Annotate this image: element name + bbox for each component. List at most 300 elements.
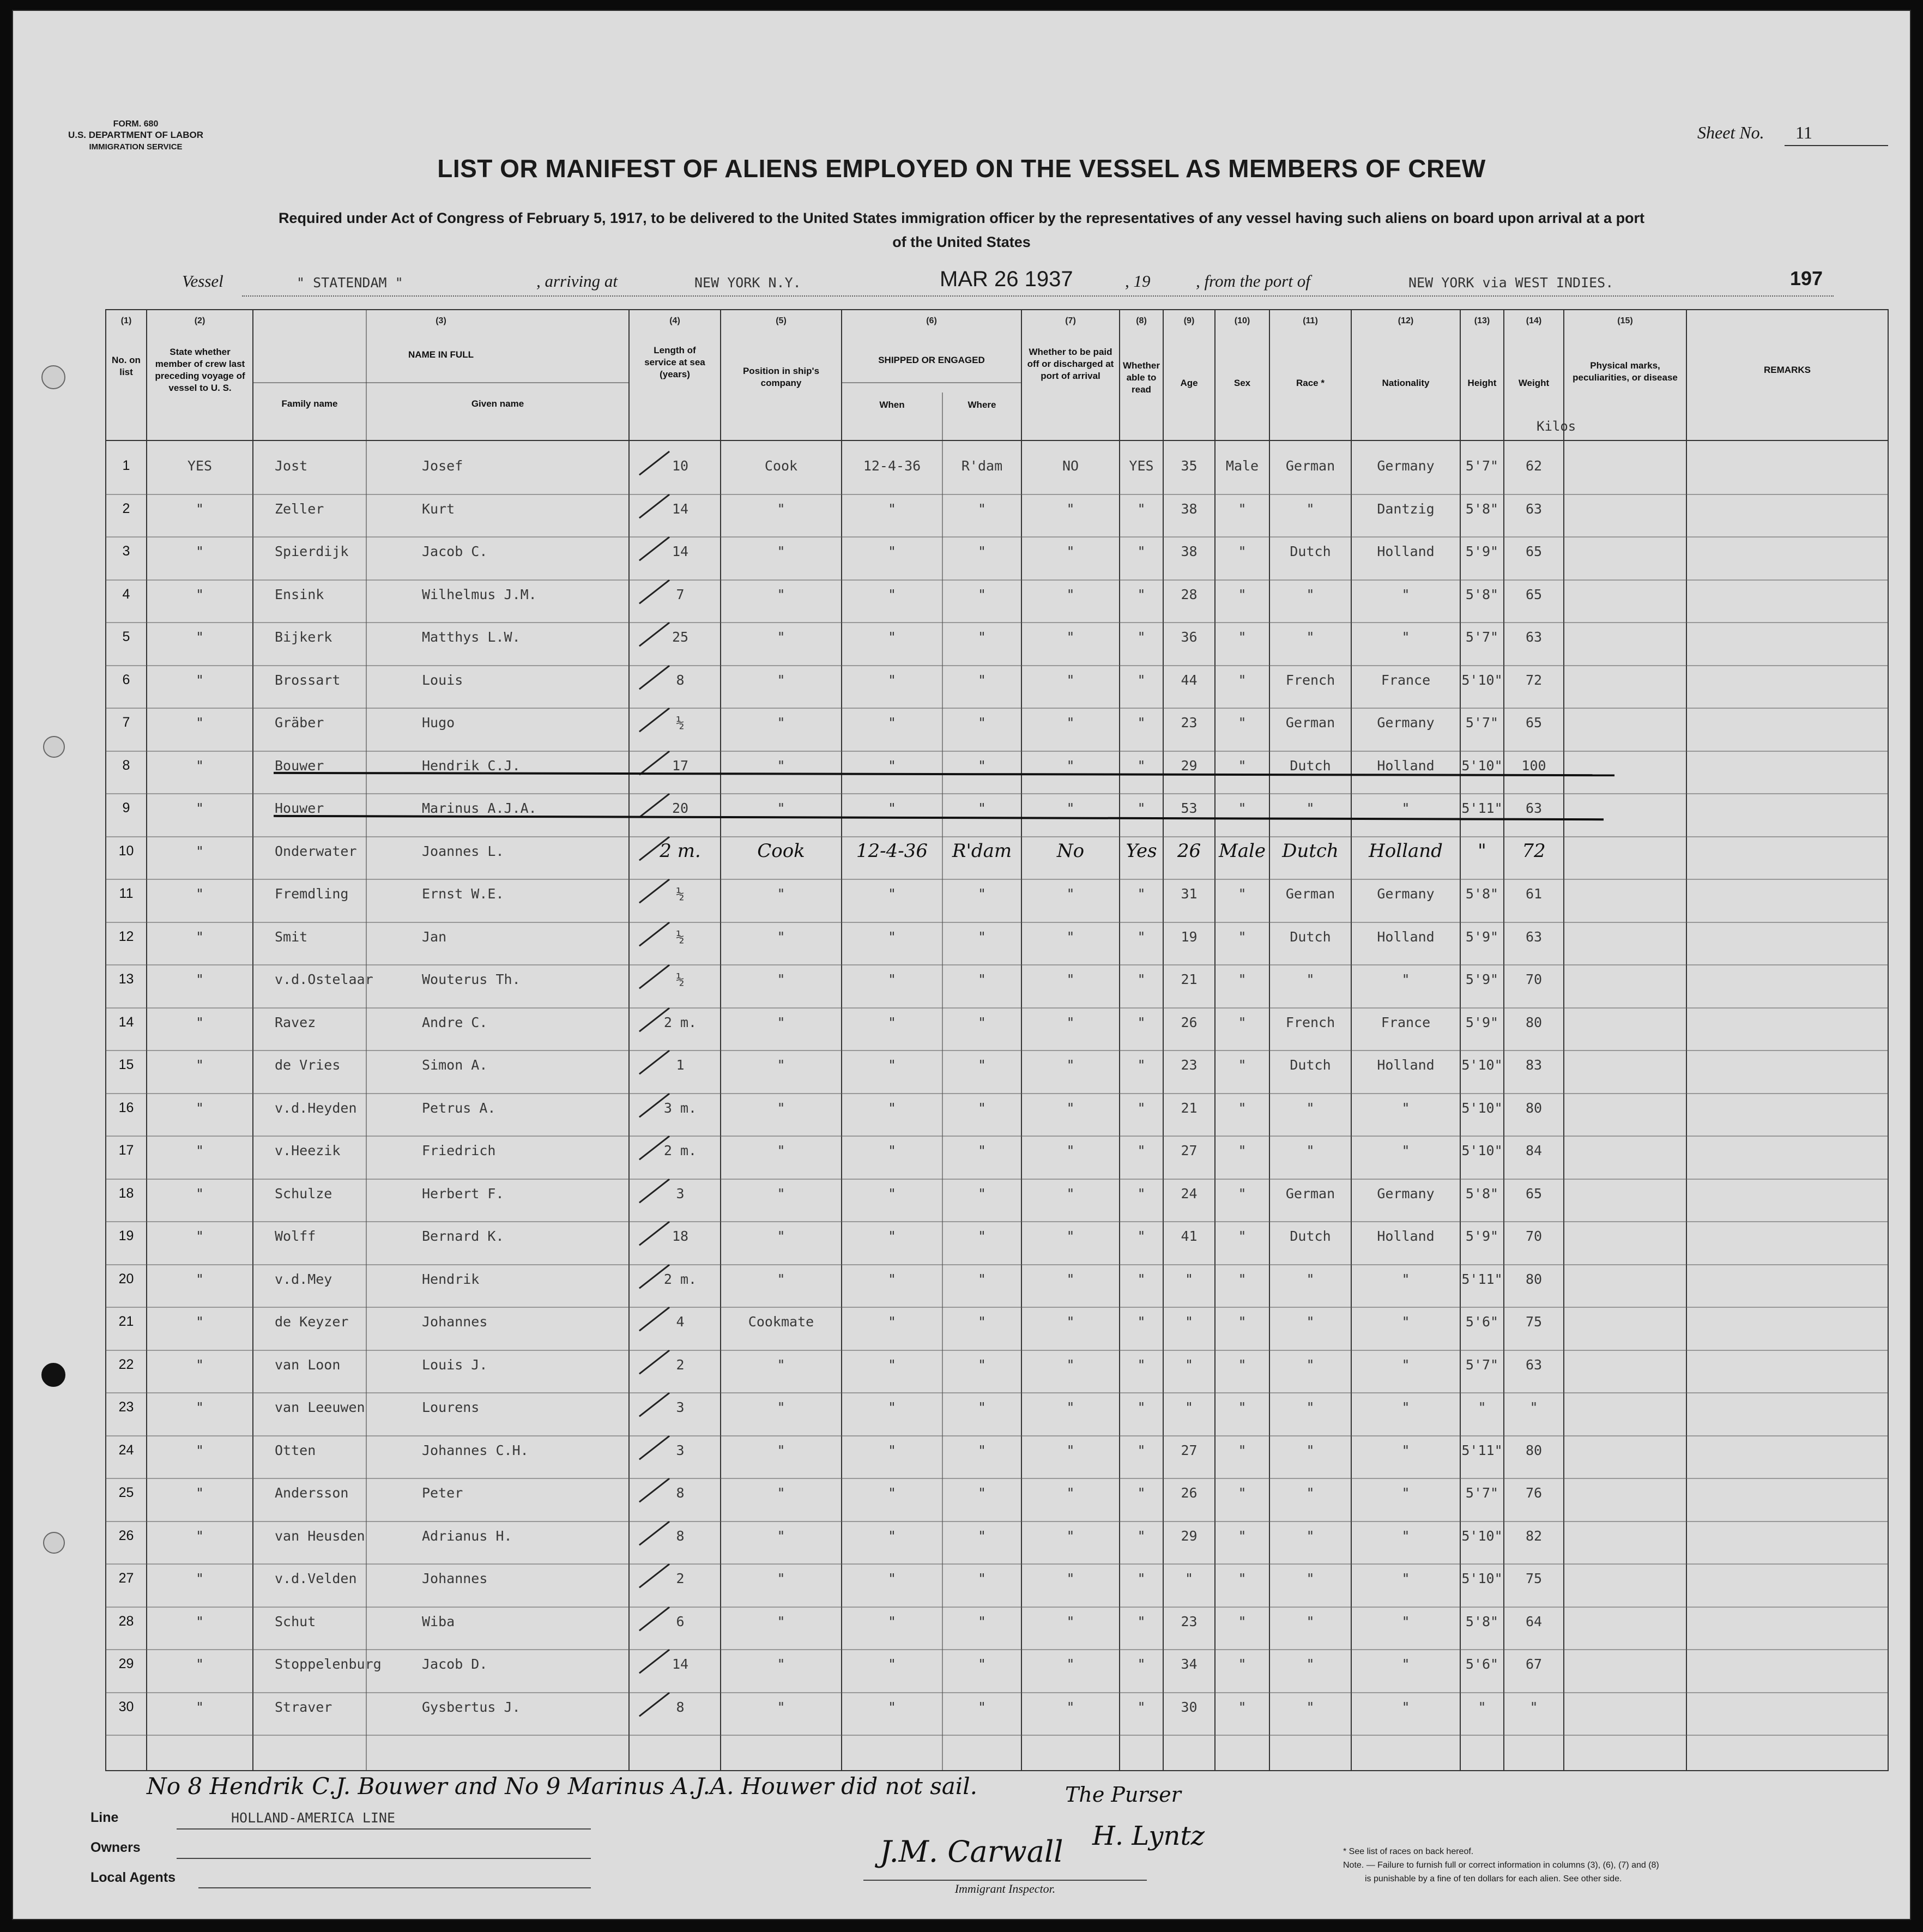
sex-cell: " bbox=[1238, 1057, 1247, 1073]
shipped-when-cell: " bbox=[887, 629, 897, 645]
nationality-cell: Germany bbox=[1377, 715, 1435, 730]
service-cell: 2 m. bbox=[663, 1014, 697, 1030]
service-cell: 10 bbox=[672, 458, 689, 474]
sex-cell: " bbox=[1238, 1185, 1247, 1202]
form-service: IMMIGRATION SERVICE bbox=[89, 142, 183, 152]
row-number: 10 bbox=[118, 843, 134, 859]
paid-off-cell: NO bbox=[1062, 458, 1079, 474]
sex-cell: " bbox=[1238, 1356, 1247, 1373]
row-number: 23 bbox=[118, 1399, 134, 1415]
row-number: 3 bbox=[122, 544, 130, 559]
row-number: 26 bbox=[118, 1528, 134, 1543]
nationality-cell: " bbox=[1401, 1613, 1410, 1629]
form-number: FORM. 680 bbox=[113, 119, 159, 129]
service-cell: 18 bbox=[672, 1228, 689, 1244]
state-cell: " bbox=[195, 544, 204, 559]
paid-off-cell: " bbox=[1066, 672, 1075, 688]
paid-off-cell: " bbox=[1066, 757, 1075, 774]
sex-cell: Male bbox=[1218, 840, 1266, 862]
age-cell: 41 bbox=[1181, 1228, 1198, 1244]
shipped-when-cell: 12-4-36 bbox=[856, 840, 928, 862]
given-name-cell: Louis J. bbox=[422, 1356, 488, 1373]
race-cell: " bbox=[1306, 1399, 1315, 1415]
col-header-no: No. on list bbox=[112, 355, 141, 377]
position-cell: " bbox=[777, 1271, 785, 1287]
state-cell: " bbox=[195, 886, 204, 902]
arrival-port: NEW YORK N.Y. bbox=[694, 275, 801, 291]
shipped-where-cell: " bbox=[977, 757, 987, 774]
race-cell: French bbox=[1285, 1014, 1335, 1030]
nationality-cell: " bbox=[1401, 1399, 1410, 1415]
purser-signature: H. Lyntz bbox=[1092, 1821, 1205, 1851]
state-cell: " bbox=[195, 1613, 204, 1629]
paid-off-cell: " bbox=[1066, 928, 1075, 945]
family-name-cell: Gräber bbox=[275, 715, 324, 730]
state-cell: " bbox=[195, 1399, 204, 1415]
height-cell: 5'7" bbox=[1465, 715, 1499, 730]
position-cell: " bbox=[777, 1014, 785, 1030]
given-name-cell: Hendrik bbox=[422, 1271, 480, 1287]
weight-cell: 63 bbox=[1525, 800, 1543, 816]
owners-rule bbox=[177, 1858, 591, 1859]
race-cell: " bbox=[1306, 1485, 1315, 1501]
service-cell: 8 bbox=[676, 1528, 685, 1544]
col-header-nationality: Nationality bbox=[1382, 378, 1430, 388]
col-11-number: (11) bbox=[1303, 316, 1318, 325]
shipped-when-cell: " bbox=[887, 800, 897, 816]
state-cell: " bbox=[195, 971, 204, 987]
service-cell: 2 m. bbox=[660, 840, 701, 862]
shipped-where-cell: " bbox=[977, 586, 987, 602]
shipped-when-cell: " bbox=[887, 1656, 897, 1672]
shipped-when-cell: " bbox=[887, 1143, 897, 1158]
position-cell: Cookmate bbox=[748, 1314, 814, 1330]
given-name-cell: Wiba bbox=[422, 1613, 455, 1629]
able-to-read-cell: " bbox=[1137, 1271, 1146, 1287]
given-name-cell: Simon A. bbox=[422, 1057, 488, 1073]
sex-cell: Male bbox=[1225, 458, 1259, 474]
col-header-family-name: Family name bbox=[281, 399, 338, 409]
nationality-cell: " bbox=[1401, 971, 1410, 987]
service-cell: ½ bbox=[676, 928, 685, 945]
given-name-cell: Petrus A. bbox=[422, 1100, 496, 1116]
weight-cell: 63 bbox=[1525, 1356, 1543, 1373]
given-name-cell: Louis bbox=[422, 672, 463, 688]
position-cell: " bbox=[777, 672, 785, 688]
position-cell: Cook bbox=[764, 458, 798, 474]
height-cell: 5'8" bbox=[1465, 586, 1499, 602]
age-cell: " bbox=[1184, 1571, 1194, 1586]
service-cell: 14 bbox=[672, 544, 689, 559]
able-to-read-cell: " bbox=[1137, 672, 1146, 688]
weight-cell: 64 bbox=[1525, 1613, 1543, 1629]
age-cell: 34 bbox=[1181, 1656, 1198, 1672]
paid-off-cell: " bbox=[1066, 886, 1075, 902]
row-number: 9 bbox=[122, 800, 130, 816]
nationality-cell: " bbox=[1401, 1485, 1410, 1501]
sex-cell: " bbox=[1238, 500, 1247, 517]
height-cell: 5'7" bbox=[1465, 458, 1499, 474]
race-cell: Dutch bbox=[1290, 544, 1331, 559]
family-name-cell: van Loon bbox=[275, 1356, 341, 1373]
paid-off-cell: " bbox=[1066, 1314, 1075, 1330]
shipped-when-cell: " bbox=[887, 1528, 897, 1544]
service-cell: 14 bbox=[672, 1656, 689, 1672]
service-cell: 3 bbox=[676, 1399, 685, 1415]
service-cell: ½ bbox=[676, 715, 685, 730]
service-cell: 8 bbox=[676, 1485, 685, 1501]
race-footnote: * See list of races on back hereof. bbox=[1343, 1847, 1474, 1856]
able-to-read-cell: " bbox=[1137, 971, 1146, 987]
height-cell: " bbox=[1478, 1399, 1486, 1415]
race-cell: " bbox=[1306, 1442, 1315, 1458]
col-header-state: State whether member of crew last preceding voyage of vessel to U. S. bbox=[155, 347, 245, 393]
col-header-read: Whether able to read bbox=[1123, 360, 1160, 395]
state-cell: " bbox=[195, 1485, 204, 1501]
shipped-where-cell: " bbox=[977, 1014, 987, 1030]
height-cell: 5'11" bbox=[1461, 800, 1503, 816]
able-to-read-cell: " bbox=[1137, 1314, 1146, 1330]
service-cell: 14 bbox=[672, 500, 689, 517]
col-header-service: Length of service at sea (years) bbox=[644, 345, 705, 379]
service-cell: 8 bbox=[676, 672, 685, 688]
given-name-cell: Marinus A.J.A. bbox=[422, 800, 537, 816]
sex-cell: " bbox=[1238, 1656, 1247, 1672]
nationality-cell: " bbox=[1401, 1356, 1410, 1373]
able-to-read-cell: " bbox=[1137, 1143, 1146, 1158]
sex-cell: " bbox=[1238, 715, 1247, 730]
state-cell: " bbox=[195, 757, 204, 774]
family-name-cell: Onderwater bbox=[275, 843, 357, 859]
weight-unit: Kilos bbox=[1537, 419, 1576, 434]
sex-cell: " bbox=[1238, 928, 1247, 945]
nationality-cell: " bbox=[1401, 586, 1410, 602]
paid-off-cell: " bbox=[1066, 500, 1075, 517]
family-name-cell: Wolff bbox=[275, 1228, 316, 1244]
sex-cell: " bbox=[1238, 1314, 1247, 1330]
purser-note: The Purser bbox=[1065, 1783, 1181, 1807]
height-cell: 5'7" bbox=[1465, 629, 1499, 645]
position-cell: " bbox=[777, 1185, 785, 1202]
family-name-cell: Andersson bbox=[275, 1485, 349, 1501]
given-name-cell: Joannes L. bbox=[422, 843, 504, 859]
state-cell: " bbox=[195, 843, 204, 859]
age-cell: 21 bbox=[1181, 1100, 1198, 1116]
sex-cell: " bbox=[1238, 1143, 1247, 1158]
position-cell: " bbox=[777, 1057, 785, 1073]
weight-cell: 72 bbox=[1522, 840, 1546, 862]
able-to-read-cell: " bbox=[1137, 544, 1146, 559]
race-cell: Dutch bbox=[1282, 840, 1339, 862]
page-title: LIST OR MANIFEST OF ALIENS EMPLOYED ON THE VESSEL AS MEMBERS OF CREW bbox=[437, 154, 1486, 183]
weight-cell: " bbox=[1529, 1699, 1538, 1715]
year-label: , 19 bbox=[1125, 271, 1151, 291]
age-cell: " bbox=[1184, 1271, 1194, 1287]
weight-cell: 84 bbox=[1525, 1143, 1543, 1158]
age-cell: 28 bbox=[1181, 586, 1198, 602]
given-name-cell: Johannes bbox=[422, 1571, 488, 1586]
shipped-where-cell: " bbox=[977, 500, 987, 517]
position-cell: " bbox=[777, 586, 785, 602]
given-name-cell: Jan bbox=[422, 928, 447, 945]
col-header-paid-off: Whether to be paid off or discharged at port of arrival bbox=[1027, 347, 1114, 381]
family-name-cell: Ravez bbox=[275, 1014, 316, 1030]
paid-off-cell: " bbox=[1066, 629, 1075, 645]
race-cell: Dutch bbox=[1290, 928, 1331, 945]
sex-cell: " bbox=[1238, 544, 1247, 559]
shipped-where-cell: " bbox=[977, 1399, 987, 1415]
shipped-where-cell: " bbox=[977, 971, 987, 987]
arrival-date-stamp: MAR 26 1937 bbox=[940, 267, 1073, 291]
weight-cell: 70 bbox=[1525, 971, 1543, 987]
sex-cell: " bbox=[1238, 886, 1247, 902]
service-cell: 17 bbox=[672, 757, 689, 774]
given-name-cell: Jacob C. bbox=[422, 544, 488, 559]
inspector-label: Immigrant Inspector. bbox=[954, 1882, 1056, 1895]
height-cell: 5'10" bbox=[1461, 1057, 1503, 1073]
position-cell: " bbox=[777, 886, 785, 902]
age-cell: 23 bbox=[1181, 1613, 1198, 1629]
able-to-read-cell: " bbox=[1137, 1442, 1146, 1458]
service-cell: 2 m. bbox=[663, 1271, 697, 1287]
able-to-read-cell: " bbox=[1137, 1356, 1146, 1373]
age-cell: 53 bbox=[1181, 800, 1198, 816]
nationality-cell: " bbox=[1401, 1571, 1410, 1586]
row-number: 15 bbox=[118, 1057, 134, 1072]
nationality-cell: " bbox=[1401, 1656, 1410, 1672]
service-cell: ½ bbox=[676, 971, 685, 987]
height-cell: 5'9" bbox=[1465, 1014, 1499, 1030]
col-14-number: (14) bbox=[1526, 316, 1542, 325]
shipped-where-cell: " bbox=[977, 1699, 987, 1715]
local-agents-label: Local Agents bbox=[90, 1870, 176, 1885]
state-cell: " bbox=[195, 1314, 204, 1330]
shipped-when-cell: " bbox=[887, 715, 897, 730]
nationality-cell: " bbox=[1401, 1528, 1410, 1544]
nationality-cell: Germany bbox=[1377, 458, 1435, 474]
shipped-when-cell: " bbox=[887, 1271, 897, 1287]
weight-cell: 67 bbox=[1525, 1656, 1543, 1672]
family-name-cell: Bouwer bbox=[275, 757, 324, 774]
able-to-read-cell: " bbox=[1137, 1057, 1146, 1073]
height-cell: 5'8" bbox=[1465, 500, 1499, 517]
age-cell: 26 bbox=[1181, 1014, 1198, 1030]
weight-cell: 83 bbox=[1525, 1057, 1543, 1073]
position-cell: " bbox=[777, 1571, 785, 1586]
weight-cell: 80 bbox=[1525, 1100, 1543, 1116]
able-to-read-cell: " bbox=[1137, 928, 1146, 945]
shipped-when-cell: " bbox=[887, 1356, 897, 1373]
service-cell: 2 m. bbox=[663, 1143, 697, 1158]
able-to-read-cell: " bbox=[1137, 629, 1146, 645]
age-cell: 44 bbox=[1181, 672, 1198, 688]
shipped-where-cell: " bbox=[977, 1613, 987, 1629]
position-cell: " bbox=[777, 1485, 785, 1501]
sheet-number-value: 11 bbox=[1795, 123, 1812, 142]
given-name-cell: Johannes bbox=[422, 1314, 488, 1330]
paid-off-cell: " bbox=[1066, 1485, 1075, 1501]
col-header-age: Age bbox=[1180, 378, 1198, 388]
state-cell: " bbox=[195, 1442, 204, 1458]
weight-cell: 76 bbox=[1525, 1485, 1543, 1501]
row-number: 25 bbox=[118, 1485, 134, 1500]
height-cell: 5'10" bbox=[1461, 672, 1503, 688]
position-cell: " bbox=[777, 1228, 785, 1244]
race-cell: " bbox=[1306, 800, 1315, 816]
paid-off-cell: " bbox=[1066, 1613, 1075, 1629]
given-name-cell: Wouterus Th. bbox=[422, 971, 521, 987]
weight-cell: 65 bbox=[1525, 715, 1543, 730]
agents-rule bbox=[198, 1887, 591, 1888]
race-cell: " bbox=[1306, 1143, 1315, 1158]
sex-cell: " bbox=[1238, 1228, 1247, 1244]
row-number: 20 bbox=[118, 1271, 134, 1287]
shipped-when-cell: " bbox=[887, 500, 897, 517]
state-cell: " bbox=[195, 800, 204, 816]
sex-cell: " bbox=[1238, 1399, 1247, 1415]
age-cell: 31 bbox=[1181, 886, 1198, 902]
state-cell: " bbox=[195, 715, 204, 730]
sex-cell: " bbox=[1238, 1528, 1247, 1544]
service-cell: 7 bbox=[676, 586, 685, 602]
able-to-read-cell: " bbox=[1137, 500, 1146, 517]
row-number: 14 bbox=[118, 1014, 134, 1030]
position-cell: " bbox=[777, 1100, 785, 1116]
race-cell: French bbox=[1285, 672, 1335, 688]
height-cell: 5'8" bbox=[1465, 1185, 1499, 1202]
family-name-cell: Stoppelenburg bbox=[275, 1656, 382, 1672]
able-to-read-cell: " bbox=[1137, 1100, 1146, 1116]
vessel-name: " STATENDAM " bbox=[297, 275, 403, 291]
shipped-when-cell: " bbox=[887, 1014, 897, 1030]
manifest-grid bbox=[13, 11, 1910, 1919]
row-number: 1 bbox=[122, 458, 130, 473]
race-cell: " bbox=[1306, 1699, 1315, 1715]
line-label: Line bbox=[90, 1810, 119, 1825]
manifest-sheet bbox=[12, 10, 1911, 1920]
col-header-weight: Weight bbox=[1518, 378, 1550, 388]
height-cell: 5'6" bbox=[1465, 1656, 1499, 1672]
shipped-where-cell: " bbox=[977, 1271, 987, 1287]
age-cell: " bbox=[1184, 1356, 1194, 1373]
race-cell: " bbox=[1306, 1528, 1315, 1544]
age-cell: 19 bbox=[1181, 928, 1198, 945]
col-4-number: (4) bbox=[669, 316, 680, 325]
nationality-cell: Holland bbox=[1377, 757, 1435, 774]
family-name-cell: Otten bbox=[275, 1442, 316, 1458]
race-cell: " bbox=[1306, 586, 1315, 602]
row-number: 17 bbox=[118, 1143, 134, 1158]
family-name-cell: Ensink bbox=[275, 586, 324, 602]
state-cell: " bbox=[195, 1143, 204, 1158]
able-to-read-cell: " bbox=[1137, 1699, 1146, 1715]
col-5-number: (5) bbox=[776, 316, 787, 325]
height-cell: 5'9" bbox=[1465, 971, 1499, 987]
age-cell: 30 bbox=[1181, 1699, 1198, 1715]
position-cell: " bbox=[777, 928, 785, 945]
given-name-cell: Hugo bbox=[422, 715, 455, 730]
shipped-where-cell: " bbox=[977, 1571, 987, 1586]
age-cell: " bbox=[1184, 1314, 1194, 1330]
shipped-where-cell: " bbox=[977, 544, 987, 559]
age-cell: 27 bbox=[1181, 1442, 1198, 1458]
race-cell: Dutch bbox=[1290, 757, 1331, 774]
shipped-where-cell: " bbox=[977, 1485, 987, 1501]
nationality-cell: " bbox=[1401, 1314, 1410, 1330]
position-cell: " bbox=[777, 1399, 785, 1415]
position-cell: " bbox=[777, 1143, 785, 1158]
col-9-number: (9) bbox=[1183, 316, 1195, 325]
height-cell: 5'7" bbox=[1465, 1356, 1499, 1373]
family-name-cell: de Vries bbox=[275, 1057, 341, 1073]
col-6-number: (6) bbox=[926, 316, 937, 325]
state-cell: " bbox=[195, 586, 204, 602]
position-cell: " bbox=[777, 800, 785, 816]
shipped-when-cell: " bbox=[887, 971, 897, 987]
shipped-where-cell: " bbox=[977, 1057, 987, 1073]
col-8-number: (8) bbox=[1136, 316, 1147, 325]
col-header-name: NAME IN FULL bbox=[408, 349, 474, 360]
state-cell: " bbox=[195, 1228, 204, 1244]
vessel-label: Vessel bbox=[182, 271, 223, 291]
able-to-read-cell: " bbox=[1137, 1399, 1146, 1415]
height-cell: 5'11" bbox=[1461, 1442, 1503, 1458]
family-name-cell: Straver bbox=[275, 1699, 332, 1715]
weight-cell: 80 bbox=[1525, 1271, 1543, 1287]
nationality-cell: Germany bbox=[1377, 1185, 1435, 1202]
shipped-where-cell: " bbox=[977, 1314, 987, 1330]
given-name-cell: Herbert F. bbox=[422, 1185, 504, 1202]
height-cell: " bbox=[1478, 1699, 1486, 1715]
paid-off-cell: " bbox=[1066, 1057, 1075, 1073]
position-cell: " bbox=[777, 1613, 785, 1629]
sex-cell: " bbox=[1238, 800, 1247, 816]
sex-cell: " bbox=[1238, 1485, 1247, 1501]
penalty-note: Note. — Failure to furnish full or correct information in columns (3), (6), (7) and (8) bbox=[1343, 1861, 1659, 1870]
race-cell: " bbox=[1306, 971, 1315, 987]
given-name-cell: Matthys L.W. bbox=[422, 629, 521, 645]
able-to-read-cell: " bbox=[1137, 1485, 1146, 1501]
col-header-where: Where bbox=[967, 400, 996, 410]
family-name-cell: Bijkerk bbox=[275, 629, 332, 645]
weight-cell: 63 bbox=[1525, 629, 1543, 645]
line-rule bbox=[177, 1828, 591, 1830]
height-cell: 5'8" bbox=[1465, 886, 1499, 902]
paid-off-cell: " bbox=[1066, 1185, 1075, 1202]
family-name-cell: van Leeuwen bbox=[275, 1399, 365, 1415]
race-cell: Dutch bbox=[1290, 1057, 1331, 1073]
age-cell: 24 bbox=[1181, 1185, 1198, 1202]
position-cell: " bbox=[777, 1356, 785, 1373]
paid-off-cell: " bbox=[1066, 1699, 1075, 1715]
position-cell: " bbox=[777, 1656, 785, 1672]
shipped-when-cell: " bbox=[887, 1057, 897, 1073]
given-name-cell: Lourens bbox=[422, 1399, 480, 1415]
position-cell: " bbox=[777, 1699, 785, 1715]
shipped-where-cell: " bbox=[977, 1656, 987, 1672]
service-cell: ½ bbox=[676, 886, 685, 902]
stamp-number: 197 bbox=[1790, 267, 1823, 289]
sex-cell: " bbox=[1238, 629, 1247, 645]
able-to-read-cell: YES bbox=[1129, 458, 1154, 474]
position-cell: " bbox=[777, 1442, 785, 1458]
state-cell: " bbox=[195, 1014, 204, 1030]
col-12-number: (12) bbox=[1398, 316, 1414, 325]
weight-cell: 100 bbox=[1521, 757, 1546, 774]
age-cell: 23 bbox=[1181, 715, 1198, 730]
family-name-cell: v.d.Heyden bbox=[275, 1100, 357, 1116]
service-cell: 3 m. bbox=[663, 1100, 697, 1116]
